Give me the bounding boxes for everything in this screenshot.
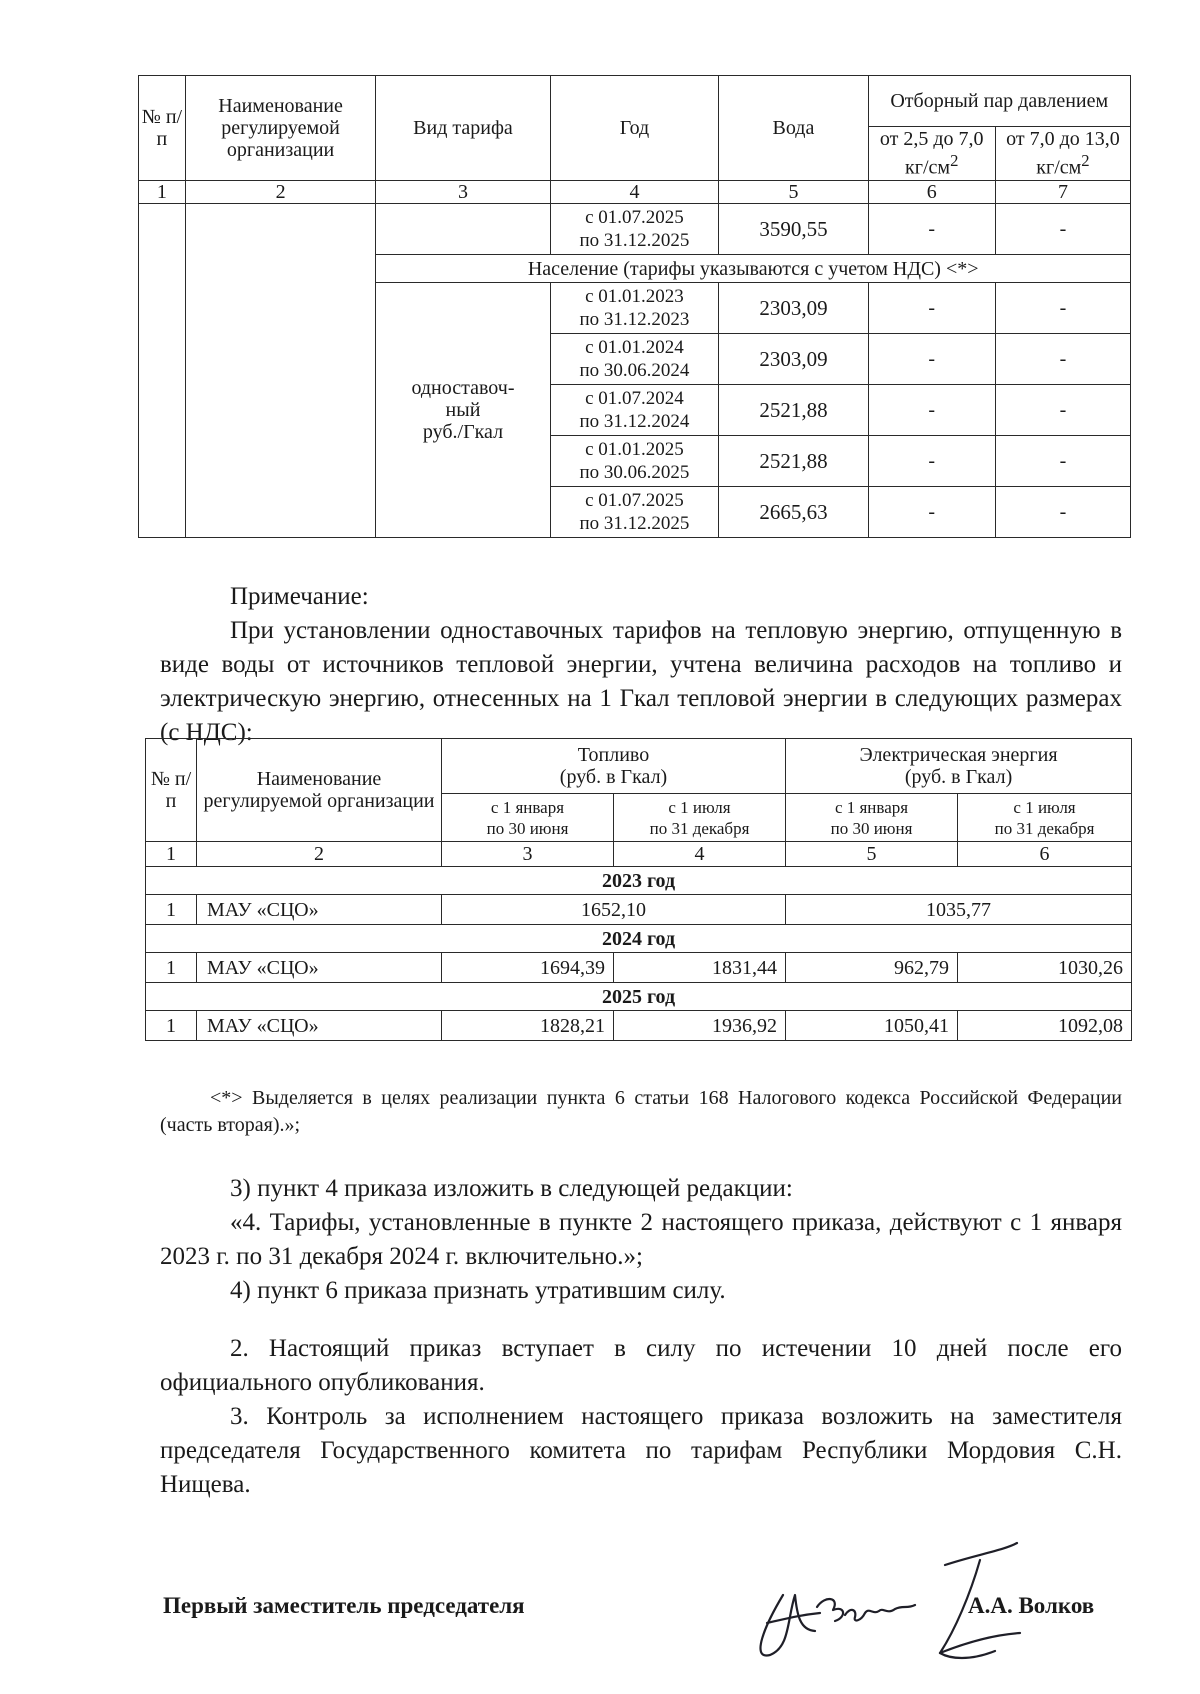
steam-high-value: - xyxy=(995,204,1130,255)
period-cell: с 01.07.2024 по 31.12.2024 xyxy=(550,385,719,436)
tariff-table xyxy=(138,75,1131,538)
col-number: 2 xyxy=(185,181,376,204)
fuel-value: 1652,10 xyxy=(442,895,786,925)
steam-high-value: - xyxy=(995,487,1130,538)
header-tariff-type: Вид тарифа xyxy=(376,76,550,181)
period-cell: с 01.01.2023 по 31.12.2023 xyxy=(550,283,719,334)
header-steam-low: от 2,5 до 7,0 $кг/см^2$ xyxy=(868,127,995,181)
col-number: 3 xyxy=(442,842,614,867)
header-org: Наименование регулируемой организации xyxy=(197,739,442,842)
section-2: 2. Настоящий приказ вступает в силу по истечении 10 дней после его официального опубликования. xyxy=(160,1335,1122,1396)
period-cell: с 01.01.2024 по 30.06.2024 xyxy=(550,334,719,385)
electric-value-1: 962,79 xyxy=(786,953,958,983)
note-text: При установлении одноставочных тарифов на тепловую энергию, отпущенную в виде воды от источников тепловой энергии, учтена величина расходов на топливо и электрическую энергию, отнесенных на 1 Гкал тепловой энергии в следующих размерах (с НДС): xyxy=(160,617,1122,746)
water-value: 2521,88 xyxy=(719,436,868,487)
header-steam: Отборный пар давлением xyxy=(868,76,1130,127)
col-number: 5 xyxy=(786,842,958,867)
col-number: 4 xyxy=(550,181,719,204)
col-number: 5 xyxy=(719,181,868,204)
col-number: 4 xyxy=(614,842,786,867)
section-3: 3. Контроль за исполнением настоящего приказа возложить на заместителя председателя Государственного комитета по тарифам Республики Мордовия С.Н. Нищева. xyxy=(160,1403,1122,1498)
fuel-value-1: 1694,39 xyxy=(442,953,614,983)
col-number: 1 xyxy=(146,842,197,867)
header-fuel-jul-dec: с 1 июля по 31 декабря xyxy=(614,794,786,842)
water-value: 2303,09 xyxy=(719,334,868,385)
period-cell: с 01.07.2025 по 31.12.2025 xyxy=(550,487,719,538)
period-cell: с 01.01.2025 по 30.06.2025 xyxy=(550,436,719,487)
costs-table xyxy=(145,738,1132,1041)
col-number: 2 xyxy=(197,842,442,867)
cell-tariff-type-empty xyxy=(376,204,550,255)
steam-low-value: - xyxy=(868,385,995,436)
item-3: 3) пункт 4 приказа изложить в следующей редакции: xyxy=(230,1175,793,1202)
table-row xyxy=(139,204,1131,255)
year-heading: 2023 год xyxy=(146,867,1132,895)
row-num: 1 xyxy=(146,895,197,925)
fuel-value-2: 1831,44 xyxy=(614,953,786,983)
steam-low-value: - xyxy=(868,204,995,255)
electric-value-2: 1030,26 xyxy=(958,953,1132,983)
steam-high-value: - xyxy=(995,334,1130,385)
population-label: Население (тарифы указываются с учетом НДС) <*> xyxy=(376,255,1131,283)
year-heading: 2025 год xyxy=(146,983,1132,1011)
electric-value: 1035,77 xyxy=(786,895,1132,925)
org-name: МАУ «СЦО» xyxy=(197,953,442,983)
col-number: 7 xyxy=(995,181,1130,204)
header-num: № п/п xyxy=(139,76,186,181)
cell-num-empty xyxy=(139,204,186,538)
header-electric-jan-jun: с 1 января по 30 июня xyxy=(786,794,958,842)
electric-value-2: 1092,08 xyxy=(958,1011,1132,1041)
steam-low-value: - xyxy=(868,436,995,487)
header-electric: Электрическая энергия (руб. в Гкал) xyxy=(786,739,1132,794)
steam-high-value: - xyxy=(995,436,1130,487)
population-tariff-type: одноставоч- ный руб./Гкал xyxy=(376,283,550,538)
org-name: МАУ «СЦО» xyxy=(197,895,442,925)
year-heading: 2024 год xyxy=(146,925,1132,953)
signatory-name: А.А. Волков xyxy=(968,1593,1095,1618)
table-row xyxy=(146,953,1132,983)
water-value: 2665,63 xyxy=(719,487,868,538)
steam-high-value: - xyxy=(995,385,1130,436)
header-electric-jul-dec: с 1 июля по 31 декабря xyxy=(958,794,1132,842)
cell-org-empty xyxy=(185,204,376,538)
water-value: 3590,55 xyxy=(719,204,868,255)
row-num: 1 xyxy=(146,1011,197,1041)
header-year: Год xyxy=(550,76,719,181)
water-value: 2303,09 xyxy=(719,283,868,334)
org-name: МАУ «СЦО» xyxy=(197,1011,442,1041)
steam-low-value: - xyxy=(868,334,995,385)
steam-low-value: - xyxy=(868,283,995,334)
table-row xyxy=(146,1011,1132,1041)
col-number: 3 xyxy=(376,181,550,204)
row-num: 1 xyxy=(146,953,197,983)
period-cell: с 01.07.2025 по 31.12.2025 xyxy=(550,204,719,255)
col-number: 6 xyxy=(958,842,1132,867)
col-number: 1 xyxy=(139,181,186,204)
item-4: 4) пункт 6 приказа признать утратившим силу. xyxy=(230,1277,726,1304)
signatory-position: Первый заместитель председателя xyxy=(163,1593,525,1618)
fuel-value-1: 1828,21 xyxy=(442,1011,614,1041)
header-steam-high: от 7,0 до 13,0 $кг/см^2$ xyxy=(995,127,1130,181)
header-fuel-jan-jun: с 1 января по 30 июня xyxy=(442,794,614,842)
water-value: 2521,88 xyxy=(719,385,868,436)
electric-value-1: 1050,41 xyxy=(786,1011,958,1041)
header-water: Вода xyxy=(719,76,868,181)
header-org: Наименование регулируемой организации xyxy=(185,76,376,181)
col-number: 6 xyxy=(868,181,995,204)
footnote: <*> Выделяется в целях реализации пункта 6 статьи 168 Налогового кодекса Российской Федерации (часть вторая).»; xyxy=(160,1087,1122,1136)
item-3-quote: «4. Тарифы, установленные в пункте 2 настоящего приказа, действуют с 1 января 2023 г. по 31 декабря 2024 г. включительно.»; xyxy=(160,1209,1122,1270)
table-row xyxy=(146,895,1132,925)
steam-low-value: - xyxy=(868,487,995,538)
fuel-value-2: 1936,92 xyxy=(614,1011,786,1041)
steam-high-value: - xyxy=(995,283,1130,334)
header-num: № п/п xyxy=(146,739,197,842)
header-fuel: Топливо (руб. в Гкал) xyxy=(442,739,786,794)
note-title: Примечание: xyxy=(230,583,369,610)
